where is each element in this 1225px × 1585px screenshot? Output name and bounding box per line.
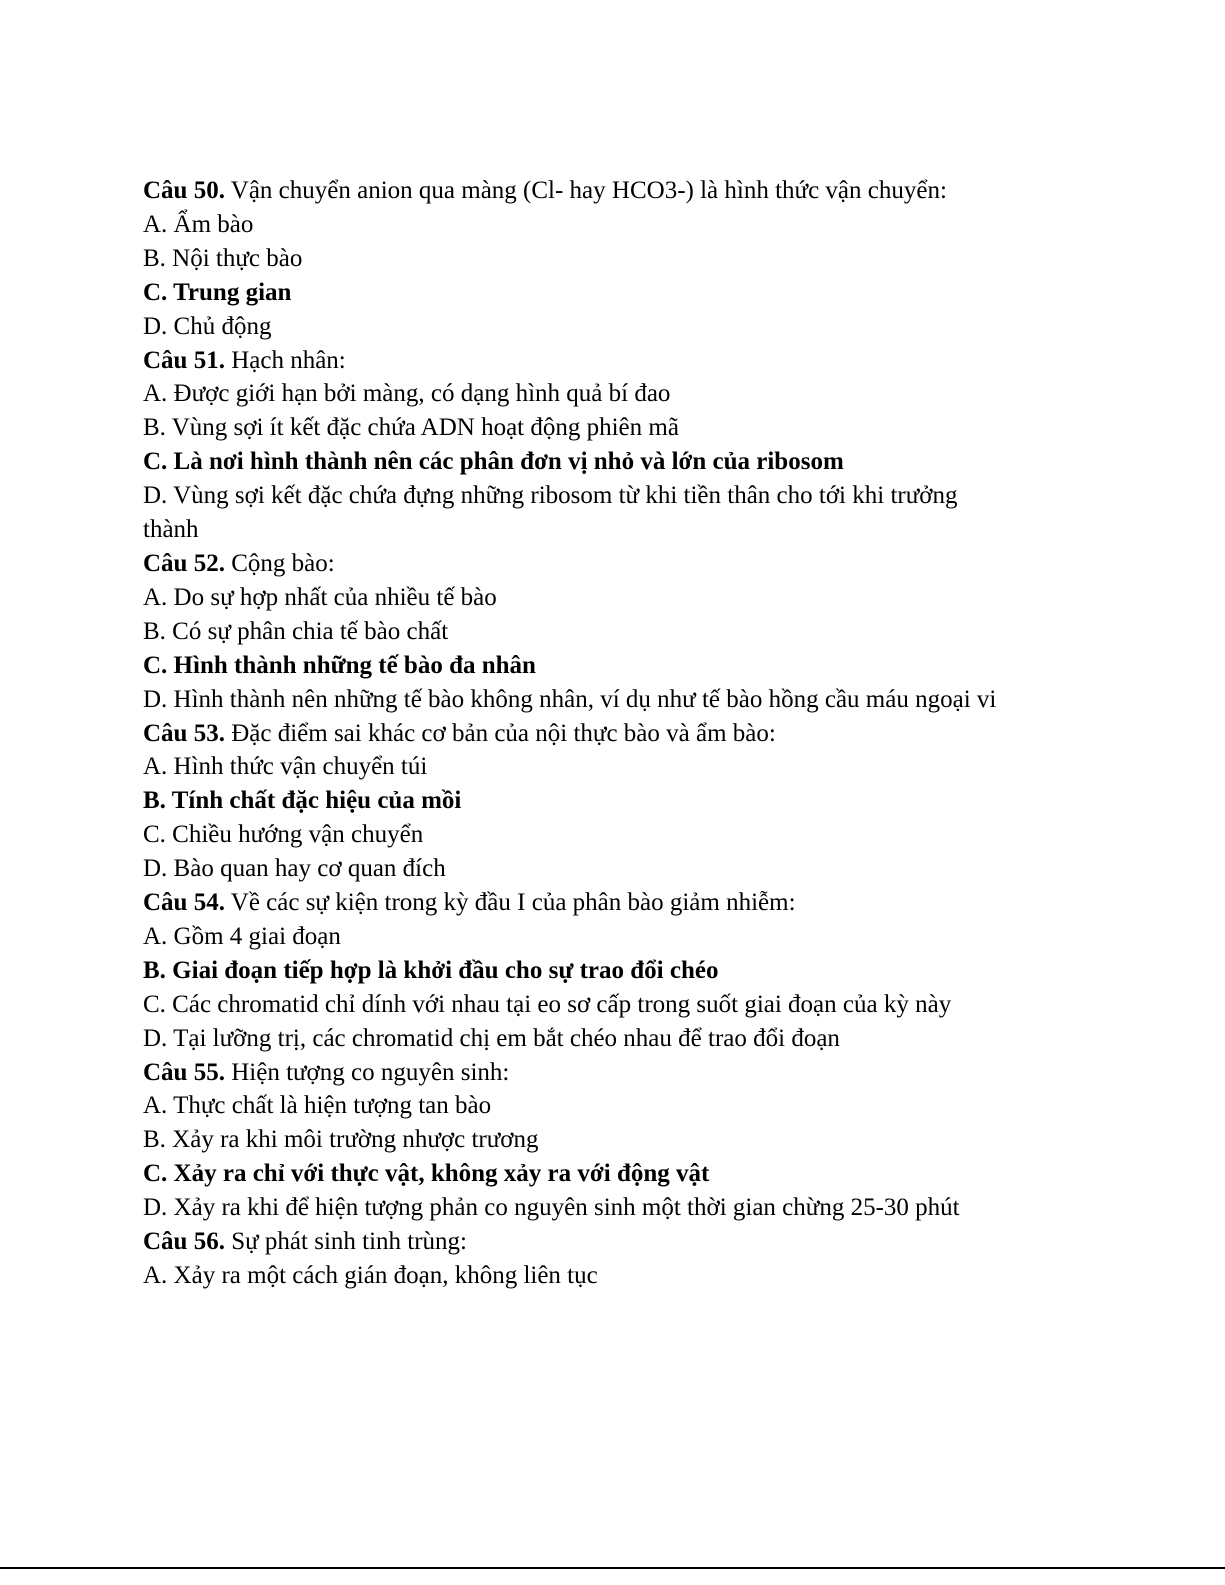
question-number: Câu 53.	[143, 719, 225, 747]
question-text: Hiện tượng co nguyên sinh:	[224, 1058, 510, 1086]
document-body	[143, 174, 1003, 1293]
question-55	[143, 1056, 1003, 1090]
question-54	[143, 886, 1003, 920]
answer-option: D. Xảy ra khi để hiện tượng phản co nguyên sinh một thời gian chừng 25-30 phút	[143, 1194, 960, 1222]
page-bottom-rule	[0, 1567, 1225, 1569]
question-text: Về các sự kiện trong kỳ đầu I của phân bào giảm nhiễm:	[224, 889, 796, 917]
question-text: Hạch nhân:	[224, 346, 346, 374]
question-text: Sự phát sinh tinh trùng:	[224, 1228, 467, 1256]
answer-option: A. Được giới hạn bởi màng, có dạng hình quả bí đao	[143, 380, 671, 408]
correct-answer-option: C. Trung gian	[143, 278, 292, 306]
answer-option: C. Chiều hướng vận chuyển	[143, 821, 424, 849]
question-number: Câu 50.	[143, 177, 225, 204]
answer-option: A. Ẩm bào	[143, 210, 254, 238]
question-53	[143, 717, 1003, 751]
question-text: Cộng bào:	[224, 549, 335, 577]
question-number: Câu 55.	[143, 1058, 225, 1086]
answer-option: B. Nội thực bào	[143, 244, 303, 272]
correct-answer-option: C. Hình thành những tế bào đa nhân	[143, 651, 536, 679]
correct-answer-option: C. Xảy ra chỉ với thực vật, không xảy ra với động vật	[143, 1160, 710, 1188]
correct-answer-option: B. Giai đoạn tiếp hợp là khởi đầu cho sự trao đổi chéo	[143, 956, 719, 984]
answer-option: B. Vùng sợi ít kết đặc chứa ADN hoạt động phiên mã	[143, 414, 679, 442]
question-number: Câu 52.	[143, 549, 225, 577]
answer-option: B. Có sự phân chia tế bào chất	[143, 617, 449, 645]
answer-option: D. Bào quan hay cơ quan đích	[143, 855, 446, 883]
answer-option: D. Hình thành nên những tế bào không nhân, ví dụ như tế bào hồng cầu máu ngoại vi	[143, 685, 997, 713]
answer-option: A. Do sự hợp nhất của nhiều tế bào	[143, 583, 497, 611]
question-number: Câu 54.	[143, 889, 225, 917]
question-text: Vận chuyển anion qua màng (Cl- hay HCO3-) là hình thức vận chuyển:	[224, 177, 947, 204]
answer-option: A. Gồm 4 giai đoạn	[143, 922, 341, 950]
answer-option: C. Các chromatid chỉ dính với nhau tại eo sơ cấp trong suốt giai đoạn của kỳ này	[143, 990, 952, 1018]
correct-answer-option: B. Tính chất đặc hiệu của mồi	[143, 787, 462, 815]
answer-option: D. Vùng sợi kết đặc chứa đựng những ribosom từ khi tiền thân cho tới khi trưởng thành	[143, 482, 958, 544]
answer-option: D. Chủ động	[143, 312, 272, 340]
answer-option: A. Xảy ra một cách gián đoạn, không liên tục	[143, 1262, 598, 1289]
question-text: Đặc điểm sai khác cơ bản của nội thực bào và ẩm bào:	[224, 719, 776, 747]
answer-option: D. Tại lưỡng trị, các chromatid chị em bắt chéo nhau để trao đổi đoạn	[143, 1024, 840, 1052]
question-number: Câu 51.	[143, 346, 225, 374]
answer-option: A. Thực chất là hiện tượng tan bào	[143, 1092, 492, 1120]
question-52	[143, 547, 1003, 581]
answer-option: A. Hình thức vận chuyển túi	[143, 753, 428, 781]
question-51	[143, 344, 1003, 378]
correct-answer-option: C. Là nơi hình thành nên các phân đơn vị nhỏ và lớn của ribosom	[143, 448, 844, 476]
answer-option: B. Xảy ra khi môi trường nhược trương	[143, 1126, 539, 1154]
question-56	[143, 1225, 1003, 1259]
question-number: Câu 56.	[143, 1228, 225, 1256]
question-50	[143, 174, 1003, 208]
